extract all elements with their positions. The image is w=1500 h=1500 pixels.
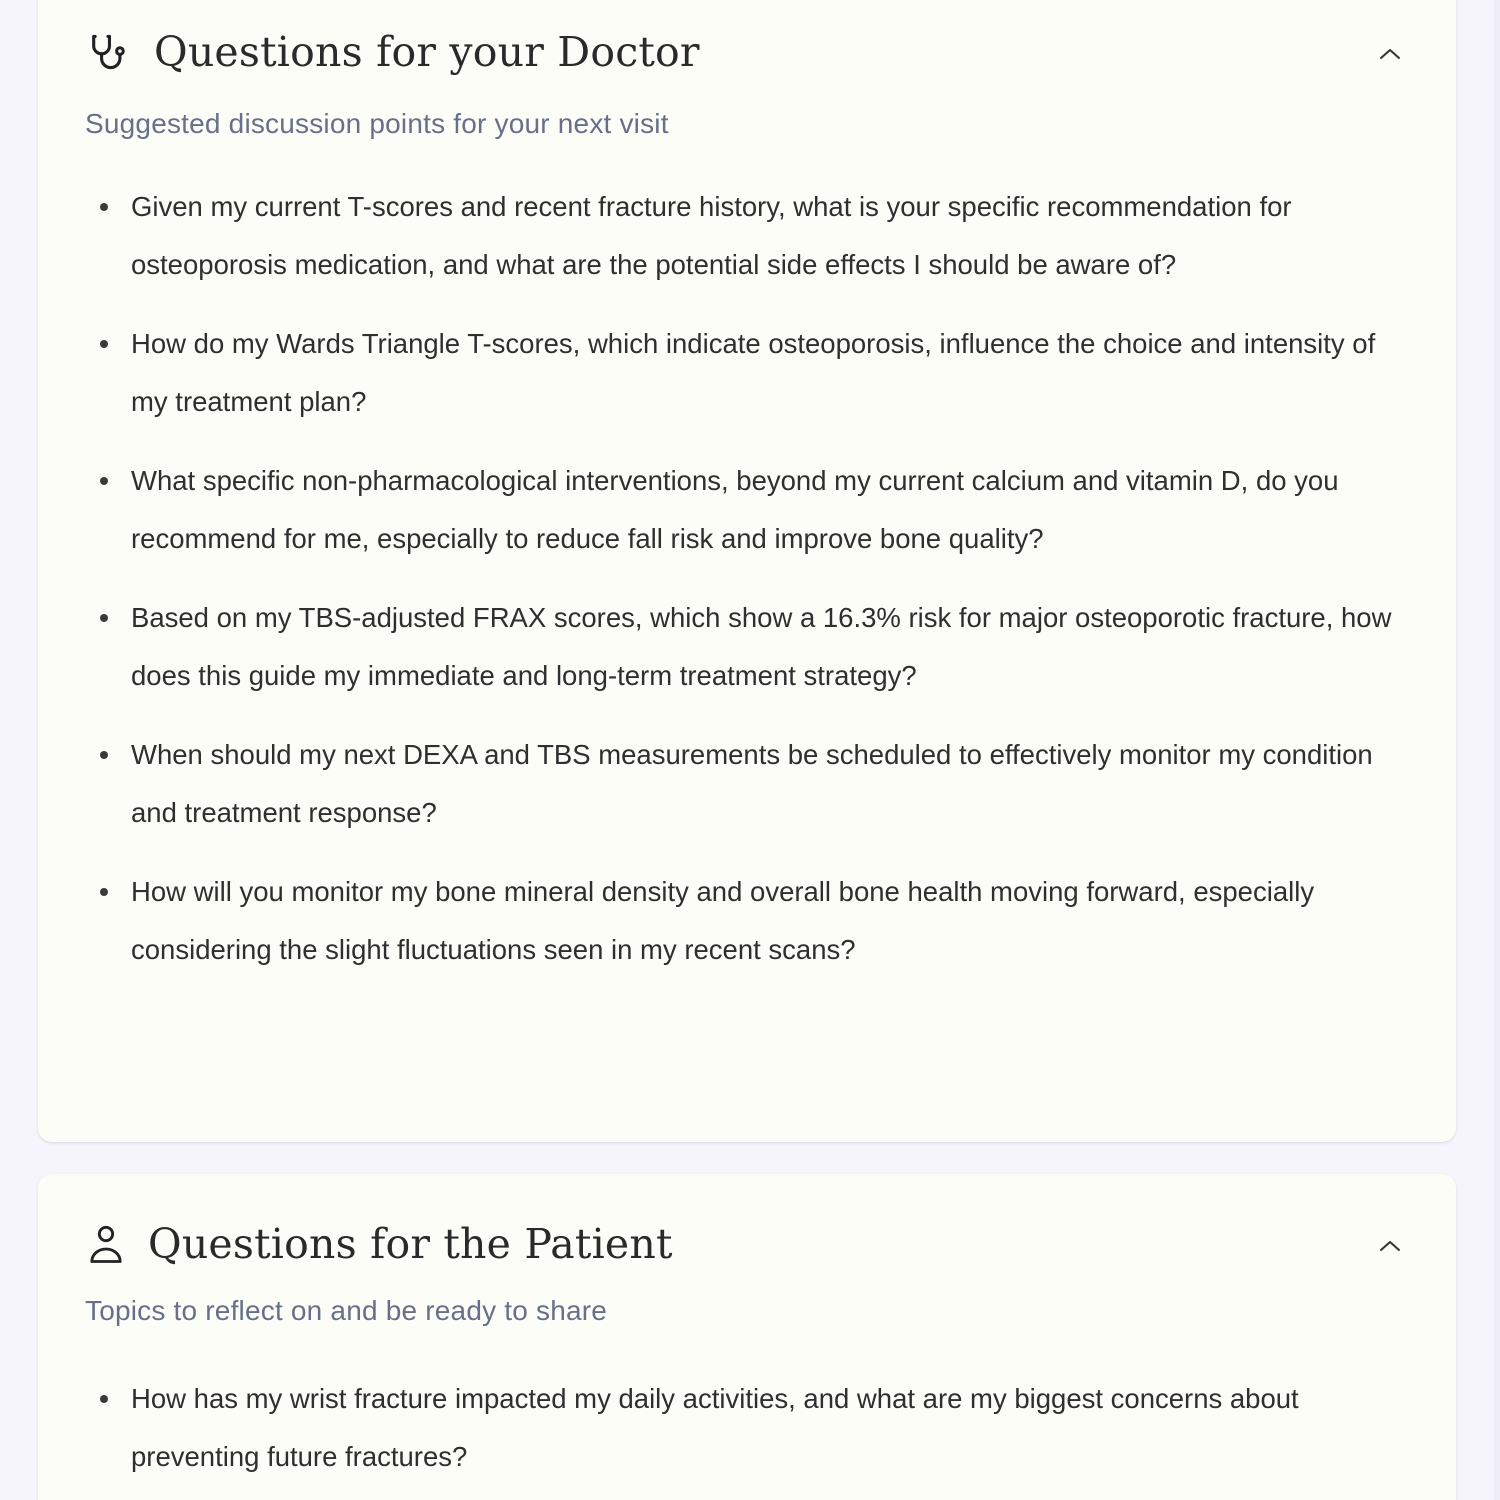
question-text: How has my wrist fracture impacted my daily activities, and what are my biggest concerns about preventing future fractures? [131, 1383, 1299, 1472]
chevron-up-icon [1377, 1238, 1403, 1254]
list-item [86, 726, 1408, 842]
list-item [86, 1370, 1408, 1486]
bullet-icon [100, 477, 108, 485]
list-item [86, 178, 1408, 294]
doctor-question-list [86, 178, 1408, 1000]
list-item [86, 452, 1408, 568]
list-item [86, 589, 1408, 705]
bullet-icon [100, 1395, 108, 1403]
chevron-up-icon [1377, 46, 1403, 62]
bullet-icon [100, 888, 108, 896]
collapse-patient-section-button[interactable] [1372, 1228, 1408, 1264]
user-icon [86, 1220, 134, 1268]
list-item [86, 863, 1408, 979]
question-text: Based on my TBS-adjusted FRAX scores, which show a 16.3% risk for major osteoporotic fracture, how does this guide my immediate and long-term treatment strategy? [131, 602, 1392, 691]
patient-questions-card [38, 1174, 1456, 1500]
collapse-doctor-section-button[interactable] [1372, 36, 1408, 72]
bullet-icon [100, 340, 108, 348]
patient-questions-header[interactable] [86, 1220, 1408, 1268]
question-text: When should my next DEXA and TBS measurements be scheduled to effectively monitor my condition and treatment response? [131, 739, 1373, 828]
doctor-questions-card [38, 0, 1456, 1142]
question-text: Given my current T-scores and recent fracture history, what is your specific recommendation for osteoporosis medication, and what are the potential side effects I should be aware of? [131, 191, 1292, 280]
stethoscope-icon [86, 28, 134, 76]
patient-questions-title: Questions for the Patient [148, 1219, 673, 1268]
doctor-questions-subtitle: Suggested discussion points for your next visit [85, 108, 669, 139]
question-text: What specific non-pharmacological interventions, beyond my current calcium and vitamin D, do you recommend for me, especially to reduce fall risk and improve bone quality? [131, 465, 1339, 554]
bullet-icon [100, 203, 108, 211]
bullet-icon [100, 751, 108, 759]
doctor-questions-title: Questions for your Doctor [154, 27, 700, 76]
patient-question-list [86, 1370, 1408, 1500]
bullet-icon [100, 614, 108, 622]
question-text: How do my Wards Triangle T-scores, which indicate osteoporosis, influence the choice and intensity of my treatment plan? [131, 328, 1376, 417]
scrollbar-track[interactable] [1494, 0, 1500, 1500]
patient-questions-subtitle: Topics to reflect on and be ready to share [85, 1295, 608, 1326]
doctor-questions-header[interactable] [86, 28, 1408, 76]
question-text: How will you monitor my bone mineral density and overall bone health moving forward, especially considering the slight fluctuations seen in my recent scans? [131, 876, 1315, 965]
list-item [86, 315, 1408, 431]
